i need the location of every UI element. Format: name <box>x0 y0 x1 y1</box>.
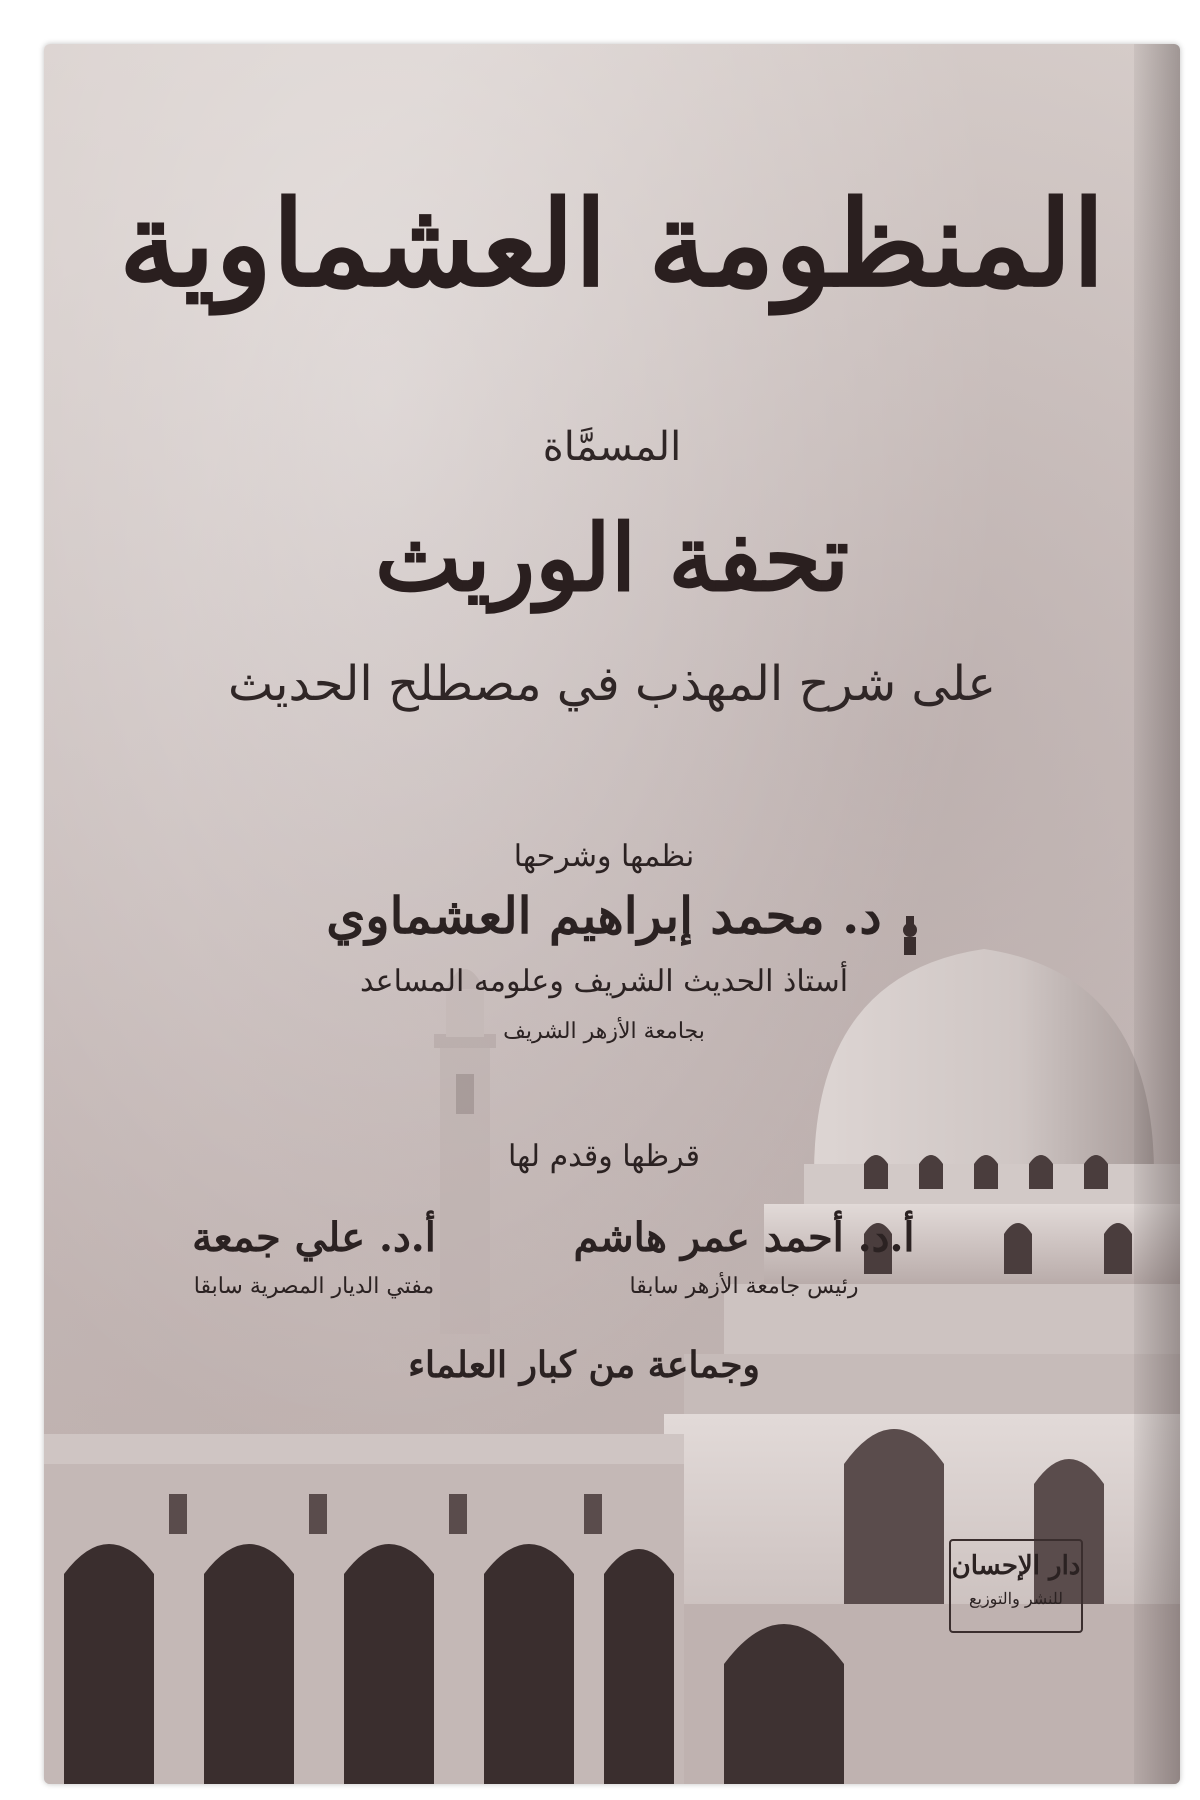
publisher-name: دار الإحسان <box>951 1551 1081 1581</box>
arcade-shape <box>44 1434 684 1784</box>
author-name: د. محمد إبراهيم العشماوي <box>326 886 882 945</box>
author-university: بجامعة الأزهر الشريف <box>503 1019 705 1044</box>
endorser-2-role: رئيس جامعة الأزهر سابقا <box>629 1274 859 1299</box>
composed-label: نظمها وشرحها <box>513 839 695 874</box>
book-subtitle: تحفة الوريث <box>374 504 850 612</box>
endorser-1-name: أ.د. علي جمعة <box>192 1214 436 1261</box>
author-title: أستاذ الحديث الشريف وعلومه المساعد <box>359 964 849 999</box>
publisher-subtitle: للنشر والتوزيع <box>968 1589 1064 1608</box>
book-title: المنظومة العشماوية <box>118 174 1106 313</box>
book-subtitle-line2: على شرح المهذب في مصطلح الحديث <box>228 656 996 712</box>
endorsed-label: قرظها وقدم لها <box>507 1139 701 1174</box>
endorser-1-role: مفتي الديار المصرية سابقا <box>193 1274 435 1299</box>
dome-shape <box>804 916 1180 1204</box>
called-label: المسمَّاة <box>542 424 682 470</box>
scholars-line: وجماعة من كبار العلماء <box>408 1344 760 1386</box>
endorser-2-name: أ.د. أحمد عمر هاشم <box>573 1214 915 1261</box>
publisher-logo <box>949 1539 1083 1633</box>
book-cover <box>44 44 1180 1784</box>
